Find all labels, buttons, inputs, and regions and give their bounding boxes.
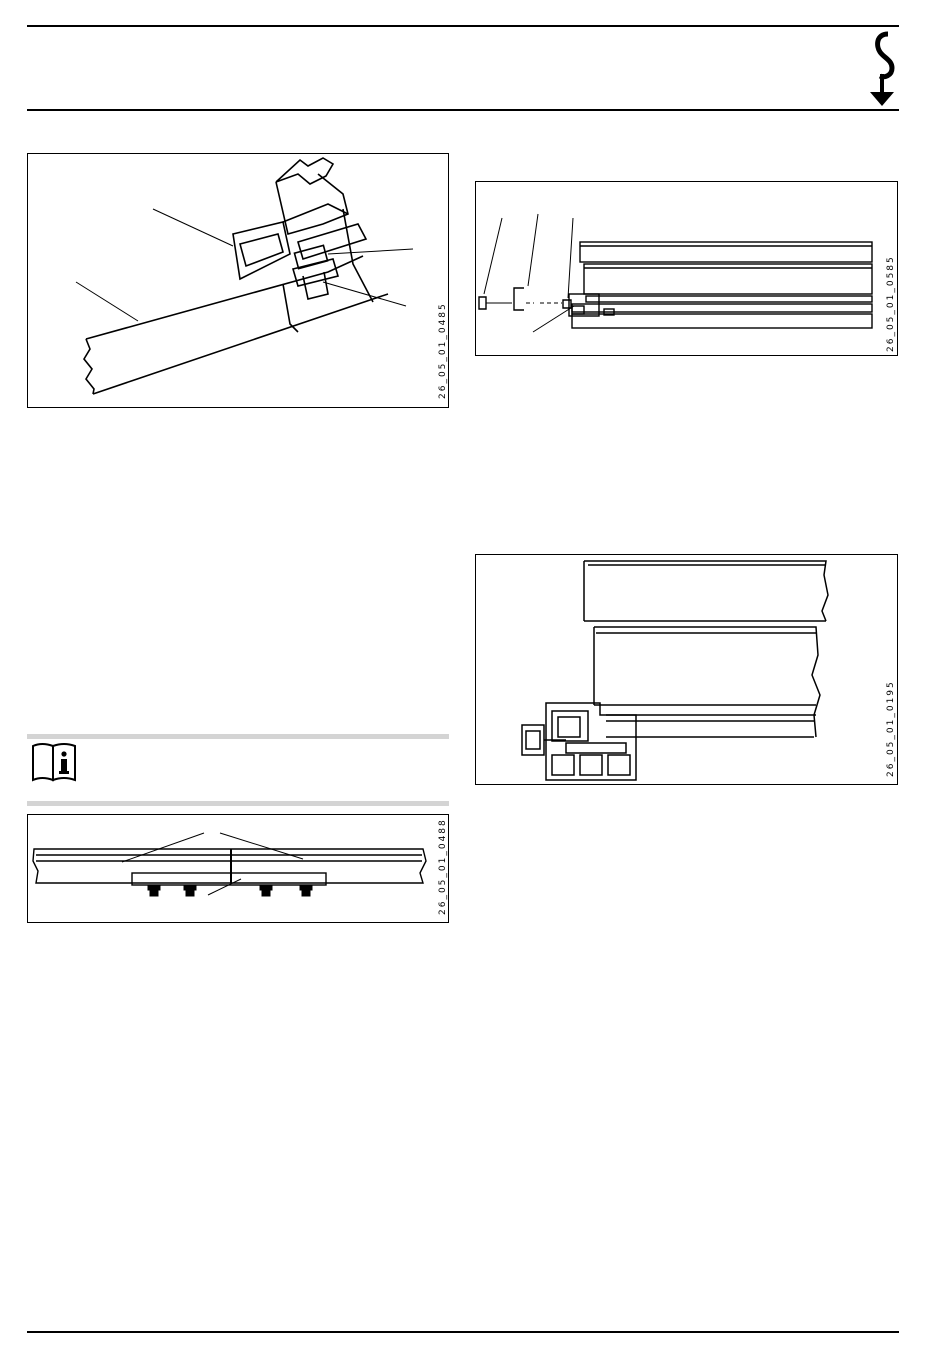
rail-joint-drawing [28,815,450,924]
exploded-assembly-drawing [476,182,899,357]
s-arrow-down-icon [866,30,902,114]
figure-id: 26_05_01_0195 [886,680,896,777]
figure-id: 26_05_01_0485 [438,302,448,399]
figure-id: 26_05_01_0585 [886,255,896,352]
figure-id: 26_05_01_0488 [438,818,448,915]
info-box-bottom-bar [27,801,449,806]
figure-profile-bracket [27,153,449,408]
info-box-top-bar [27,734,449,739]
header-top-rule [27,25,899,27]
footer-rule [27,1331,899,1333]
book-info-icon [30,742,78,786]
profile-end-view-drawing [476,555,899,786]
figure-exploded-assembly [475,181,898,356]
profile-bracket-drawing [28,154,450,409]
figure-rail-joint [27,814,449,923]
header-bottom-rule [27,109,899,111]
figure-profile-end-view [475,554,898,785]
